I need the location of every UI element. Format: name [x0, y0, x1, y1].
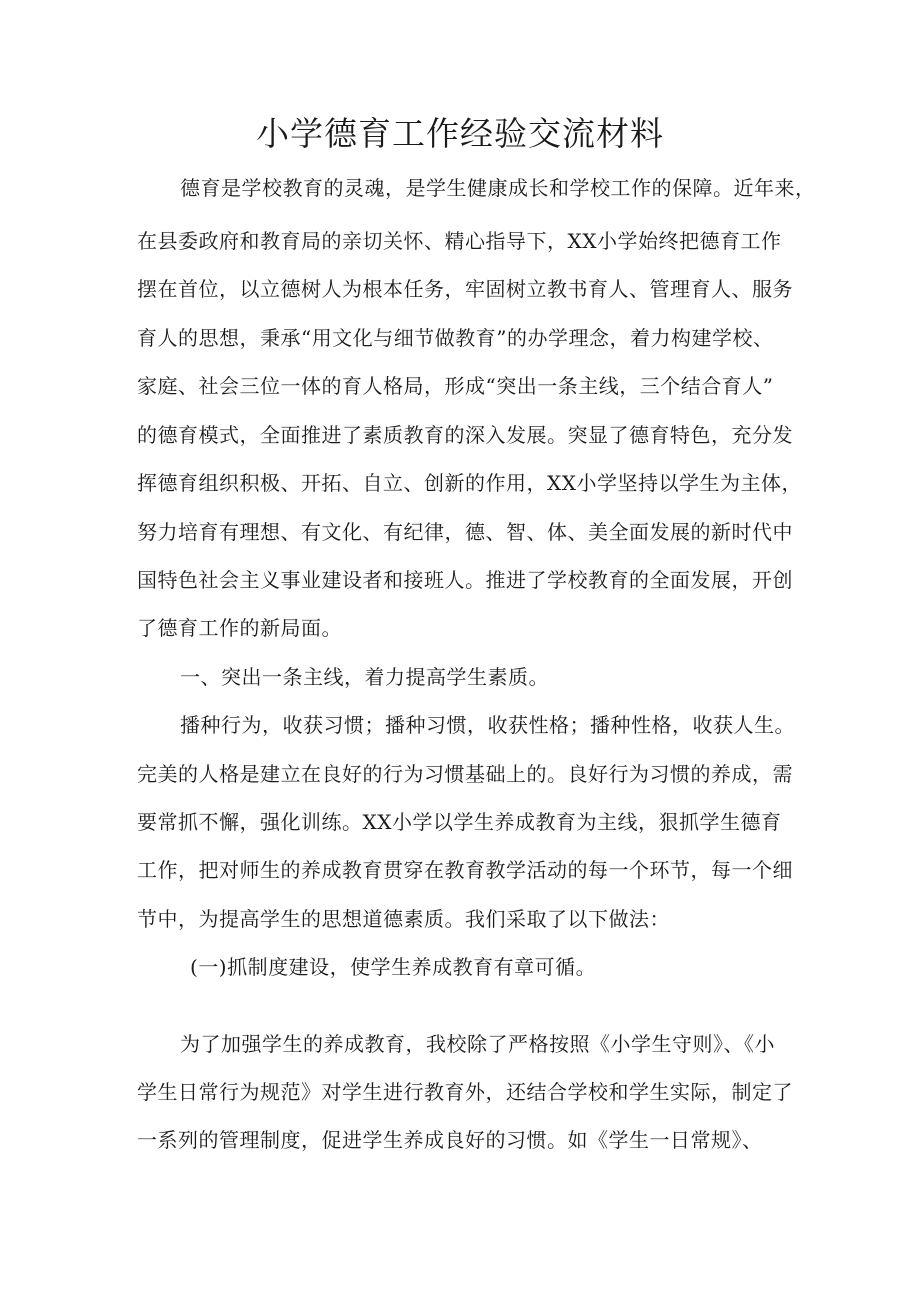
paragraph-line: 节中，为提高学生的思想道德素质。我们采取了以下做法： — [137, 907, 670, 931]
paragraph-line: 了德育工作的新局面。 — [137, 616, 342, 640]
paragraph-line: 国特色社会主义事业建设者和接班人。推进了学校教育的全面发展，开创 — [137, 568, 793, 592]
paragraph-line: 在县委政府和教育局的亲切关怀、精心指导下，XX小学始终把德育工作 — [137, 229, 782, 253]
paragraph-line: 挥德育组织积极、开拓、自立、创新的作用，XX小学坚持以学生为主体， — [137, 471, 802, 495]
paragraph-line: 努力培育有理想、有文化、有纪律，德、智、体、美全面发展的新时代中 — [137, 520, 793, 544]
paragraph-line: 工作，把对师生的养成教育贯穿在教育教学活动的每一个环节，每一个细 — [137, 858, 793, 882]
paragraph-line: 完美的人格是建立在良好的行为习惯基础上的。良好行为习惯的养成，需 — [137, 762, 793, 786]
subsection-heading: (一)抓制度建设，使学生养成教育有章可循。 — [190, 955, 597, 979]
paragraph-line: 家庭、社会三位一体的育人格局，形成“突出一条主线，三个结合育人” — [137, 374, 774, 398]
paragraph-line: 摆在首位，以立德树人为根本任务，牢固树立教书育人、管理育人、服务 — [137, 277, 793, 301]
paragraph-line: 育人的思想，秉承“用文化与细节做教育”的办学理念，着力构建学校、 — [137, 326, 774, 350]
paragraph-line: 播种行为，收获习惯；播种习惯，收获性格；播种性格，收获人生。 — [180, 713, 795, 737]
paragraph-line: 的德育模式，全面推进了素质教育的深入发展。突显了德育特色，充分发 — [137, 423, 793, 447]
paragraph-line: 要常抓不懈，强化训练。XX小学以学生养成教育为主线，狠抓学生德育 — [137, 810, 782, 834]
section-heading: 一、突出一条主线，着力提高学生素质。 — [180, 665, 549, 689]
paragraph-line: 一系列的管理制度，促进学生养成良好的习惯。如《学生一日常规》、 — [137, 1128, 763, 1152]
paragraph-line: 为了加强学生的养成教育，我校除了严格按照《小学生守则》、《小 — [180, 1032, 775, 1056]
paragraph-line: 学生日常行为规范》对学生进行教育外，还结合学校和学生实际，制定了 — [137, 1080, 793, 1104]
document-title: 小学德育工作经验交流材料 — [256, 114, 664, 153]
paragraph-line: 德育是学校教育的灵魂，是学生健康成长和学校工作的保障。近年来， — [180, 176, 816, 200]
